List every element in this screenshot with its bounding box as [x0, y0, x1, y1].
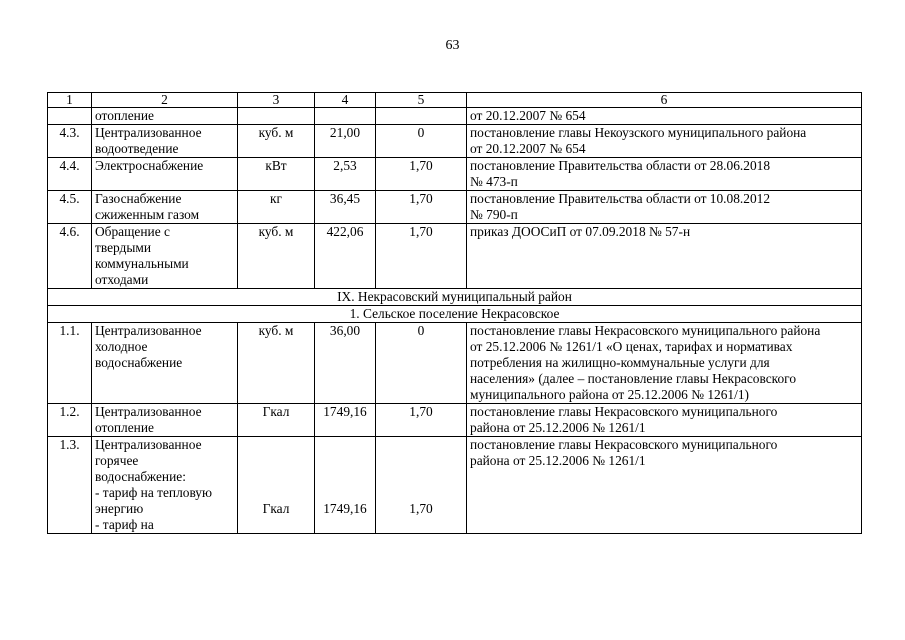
cell-line: энергию	[95, 501, 144, 516]
service-name	[92, 125, 238, 158]
tariff-table	[47, 92, 862, 534]
row-number	[48, 108, 92, 125]
cell-line: муниципального района от 25.12.2006 № 1261/1)	[470, 387, 749, 402]
norm-value: 36,00	[315, 323, 376, 404]
unit-cell	[238, 108, 315, 125]
cell-line: Газоснабжение	[95, 191, 182, 206]
legal-basis	[467, 224, 862, 289]
legal-basis	[467, 437, 862, 534]
section-title-row	[48, 289, 862, 306]
unit-cell: куб. м	[238, 224, 315, 289]
header-cell-2: 2	[92, 93, 238, 108]
cell-line: водоснабжение	[95, 355, 183, 370]
table-row	[48, 191, 862, 224]
service-name	[92, 191, 238, 224]
subsection-title-row	[48, 306, 862, 323]
cell-line: постановление главы Некрасовского муниципального	[470, 437, 778, 452]
row-number: 4.6.	[48, 224, 92, 289]
cell-line: отопление	[95, 420, 154, 435]
cell-line: постановление Правительства области от 28.06.2018	[470, 158, 771, 173]
service-name	[92, 108, 238, 125]
unit-cell: куб. м	[238, 125, 315, 158]
service-name	[92, 323, 238, 404]
unit-cell: куб. м	[238, 323, 315, 404]
norm-value: 422,06	[315, 224, 376, 289]
cell-line: района от 25.12.2006 № 1261/1	[470, 420, 646, 435]
header-cell-6: 6	[467, 93, 862, 108]
table-row	[48, 158, 862, 191]
norm-value: 21,00	[315, 125, 376, 158]
cell-line: твердыми	[95, 240, 152, 255]
cell-line: постановление главы Некрасовского муниципального района	[470, 323, 821, 338]
row-number: 1.1.	[48, 323, 92, 404]
norm-value: 1749,16	[315, 437, 376, 534]
cell-line: от 25.12.2006 № 1261/1 «О ценах, тарифах и нормативах	[470, 339, 793, 354]
cell-line: приказ ДООСиП от 07.09.2018 № 57-н	[470, 224, 691, 239]
cell-line: Централизованное	[95, 323, 202, 338]
cell-line: от 20.12.2007 № 654	[470, 108, 586, 123]
table-row	[48, 404, 862, 437]
cell-line: населения» (далее – постановление главы Некрасовского	[470, 371, 797, 386]
cell-line: Обращение с	[95, 224, 170, 239]
cell-line: Централизованное	[95, 437, 202, 452]
cell-line: постановление главы Некрасовского муниципального	[470, 404, 778, 419]
coefficient-value: 0	[376, 125, 467, 158]
header-cell-3: 3	[238, 93, 315, 108]
norm-value: 2,53	[315, 158, 376, 191]
cell-line: № 473-п	[470, 174, 518, 189]
header-cell-1: 1	[48, 93, 92, 108]
table-row	[48, 125, 862, 158]
header-cell-4: 4	[315, 93, 376, 108]
cell-line: постановление Правительства области от 10.08.2012	[470, 191, 771, 206]
cell-line: Электроснабжение	[95, 158, 204, 173]
table-row	[48, 224, 862, 289]
row-number: 4.4.	[48, 158, 92, 191]
cell-line: отопление	[95, 108, 154, 123]
coefficient-value: 1,70	[376, 158, 467, 191]
norm-value	[315, 108, 376, 125]
legal-basis	[467, 158, 862, 191]
section-title: IX. Некрасовский муниципальный район	[48, 289, 862, 306]
legal-basis	[467, 323, 862, 404]
unit-cell: кВт	[238, 158, 315, 191]
table-row	[48, 323, 862, 404]
cell-line: горячее	[95, 453, 139, 468]
page-number: 63	[445, 38, 460, 53]
coefficient-value: 1,70	[376, 191, 467, 224]
cell-line: Централизованное	[95, 125, 202, 140]
table-row	[48, 437, 862, 534]
row-number: 4.5.	[48, 191, 92, 224]
cell-line: от 20.12.2007 № 654	[470, 141, 586, 156]
cell-line: Централизованное	[95, 404, 202, 419]
row-number: 1.3.	[48, 437, 92, 534]
cell-line: № 790-п	[470, 207, 518, 222]
coefficient-value: 1,70	[376, 404, 467, 437]
legal-basis	[467, 404, 862, 437]
norm-value: 36,45	[315, 191, 376, 224]
service-name	[92, 437, 238, 534]
table-row	[48, 108, 862, 125]
header-row	[48, 93, 862, 108]
cell-line: коммунальными	[95, 256, 189, 271]
row-number: 1.2.	[48, 404, 92, 437]
service-name	[92, 224, 238, 289]
coefficient-value	[376, 108, 467, 125]
cell-line: холодное	[95, 339, 148, 354]
legal-basis	[467, 108, 862, 125]
norm-value: 1749,16	[315, 404, 376, 437]
coefficient-value: 1,70	[376, 224, 467, 289]
unit-cell: Гкал	[238, 404, 315, 437]
cell-line: района от 25.12.2006 № 1261/1	[470, 453, 646, 468]
legal-basis	[467, 125, 862, 158]
cell-line: - тариф на	[95, 517, 154, 532]
service-name	[92, 404, 238, 437]
cell-line: постановление главы Некоузского муниципального района	[470, 125, 807, 140]
subsection-title: 1. Сельское поселение Некрасовское	[48, 306, 862, 323]
cell-line: водоснабжение:	[95, 469, 186, 484]
cell-line: сжиженным газом	[95, 207, 200, 222]
legal-basis	[467, 191, 862, 224]
cell-line: водоотведение	[95, 141, 179, 156]
coefficient-value: 0	[376, 323, 467, 404]
cell-line: потребления на жилищно-коммунальные услуги для	[470, 355, 770, 370]
unit-cell: кг	[238, 191, 315, 224]
row-number: 4.3.	[48, 125, 92, 158]
cell-line: - тариф на тепловую	[95, 485, 213, 500]
unit-cell: Гкал	[238, 437, 315, 534]
service-name	[92, 158, 238, 191]
coefficient-value: 1,70	[376, 437, 467, 534]
header-cell-5: 5	[376, 93, 467, 108]
cell-line: отходами	[95, 272, 149, 287]
